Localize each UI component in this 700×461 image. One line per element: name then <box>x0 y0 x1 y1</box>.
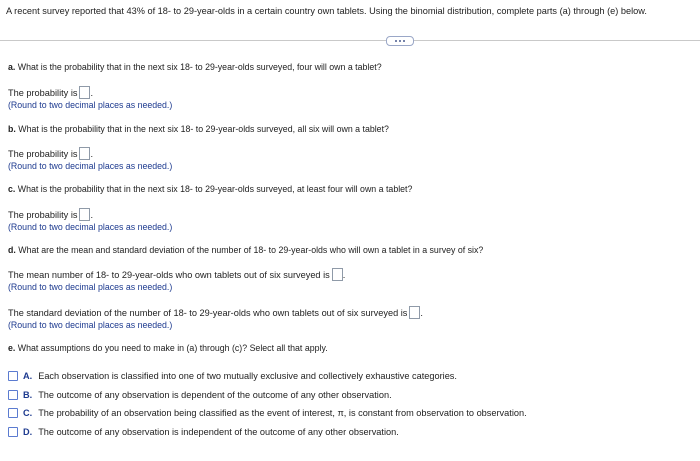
option-letter: C. <box>23 408 33 418</box>
answer-prompt: The standard deviation of the number of 18- to 29-year-olds who own tablets out of six surveyed is <box>8 308 408 318</box>
answer-prompt: The probability is <box>8 210 78 220</box>
option-a[interactable] <box>8 371 457 381</box>
part-letter: a. <box>8 62 16 72</box>
section-divider <box>0 40 700 41</box>
part-letter: d. <box>8 245 16 255</box>
option-letter: B. <box>23 390 33 400</box>
hint-c: (Round to two decimal places as needed.) <box>8 222 173 232</box>
answer-suffix: . <box>90 149 94 159</box>
option-d[interactable] <box>8 427 399 437</box>
dot-icon <box>403 40 405 42</box>
answer-row-d-sd <box>8 306 423 319</box>
part-letter: c. <box>8 184 16 194</box>
answer-input-d-mean[interactable] <box>332 268 343 281</box>
question-e <box>8 343 328 353</box>
answer-row-c <box>8 208 93 221</box>
answer-input-d-sd[interactable] <box>409 306 420 319</box>
option-letter: D. <box>23 427 33 437</box>
answer-input-b[interactable] <box>79 147 90 160</box>
checkbox[interactable] <box>8 408 18 418</box>
answer-suffix: . <box>420 308 423 318</box>
answer-input-c[interactable] <box>79 208 90 221</box>
answer-prompt: The probability is <box>8 88 78 98</box>
part-letter: e. <box>8 343 16 353</box>
question-b <box>8 124 389 134</box>
option-b[interactable] <box>8 390 392 400</box>
answer-prompt: The mean number of 18- to 29-year-olds who own tablets out of six surveyed is <box>8 270 330 280</box>
option-text: The probability of an observation being classified as the event of interest, π, is constant from observation to observation. <box>38 408 527 418</box>
question-text: What is the probability that in the next six 18- to 29-year-olds surveyed, all six will own a tablet? <box>18 124 389 134</box>
hint-d-sd: (Round to two decimal places as needed.) <box>8 320 173 330</box>
answer-suffix: . <box>90 88 94 98</box>
part-letter: b. <box>8 124 16 134</box>
question-text: What assumptions do you need to make in (a) through (c)? Select all that apply. <box>17 343 328 353</box>
question-text: What is the probability that in the next six 18- to 29-year-olds surveyed, four will own a tablet? <box>17 62 382 72</box>
answer-row-d-mean <box>8 268 345 281</box>
hint-d-mean: (Round to two decimal places as needed.) <box>8 282 173 292</box>
question-d <box>8 245 483 255</box>
hint-a: (Round to two decimal places as needed.) <box>8 100 173 110</box>
option-text: Each observation is classified into one of two mutually exclusive and collectively exhaustive categories. <box>38 371 457 381</box>
answer-row-a <box>8 86 93 99</box>
checkbox[interactable] <box>8 371 18 381</box>
option-c[interactable] <box>8 408 527 418</box>
dot-icon <box>399 40 401 42</box>
checkbox[interactable] <box>8 427 18 437</box>
dot-icon <box>395 40 397 42</box>
answer-suffix: . <box>342 270 346 280</box>
intro-text: A recent survey reported that 43% of 18- to 29-year-olds in a certain country own tablets. Using the binomial distribution, complete parts (a) through (e) below. <box>6 6 647 16</box>
option-text: The outcome of any observation is dependent of the outcome of any other observation. <box>38 390 392 400</box>
question-text: What are the mean and standard deviation of the number of 18- to 29-year-olds who will own a tablet in a survey of six? <box>18 245 484 255</box>
question-text: What is the probability that in the next six 18- to 29-year-olds surveyed, at least four will own a tablet? <box>17 184 413 194</box>
answer-prompt: The probability is <box>8 149 78 159</box>
option-letter: A. <box>23 371 33 381</box>
expand-more-button[interactable] <box>386 36 414 46</box>
answer-suffix: . <box>90 210 94 220</box>
answer-input-a[interactable] <box>79 86 90 99</box>
answer-row-b <box>8 147 93 160</box>
option-text: The outcome of any observation is independent of the outcome of any other observation. <box>38 427 399 437</box>
hint-b: (Round to two decimal places as needed.) <box>8 161 173 171</box>
question-c <box>8 184 412 194</box>
checkbox[interactable] <box>8 390 18 400</box>
question-a <box>8 62 382 72</box>
